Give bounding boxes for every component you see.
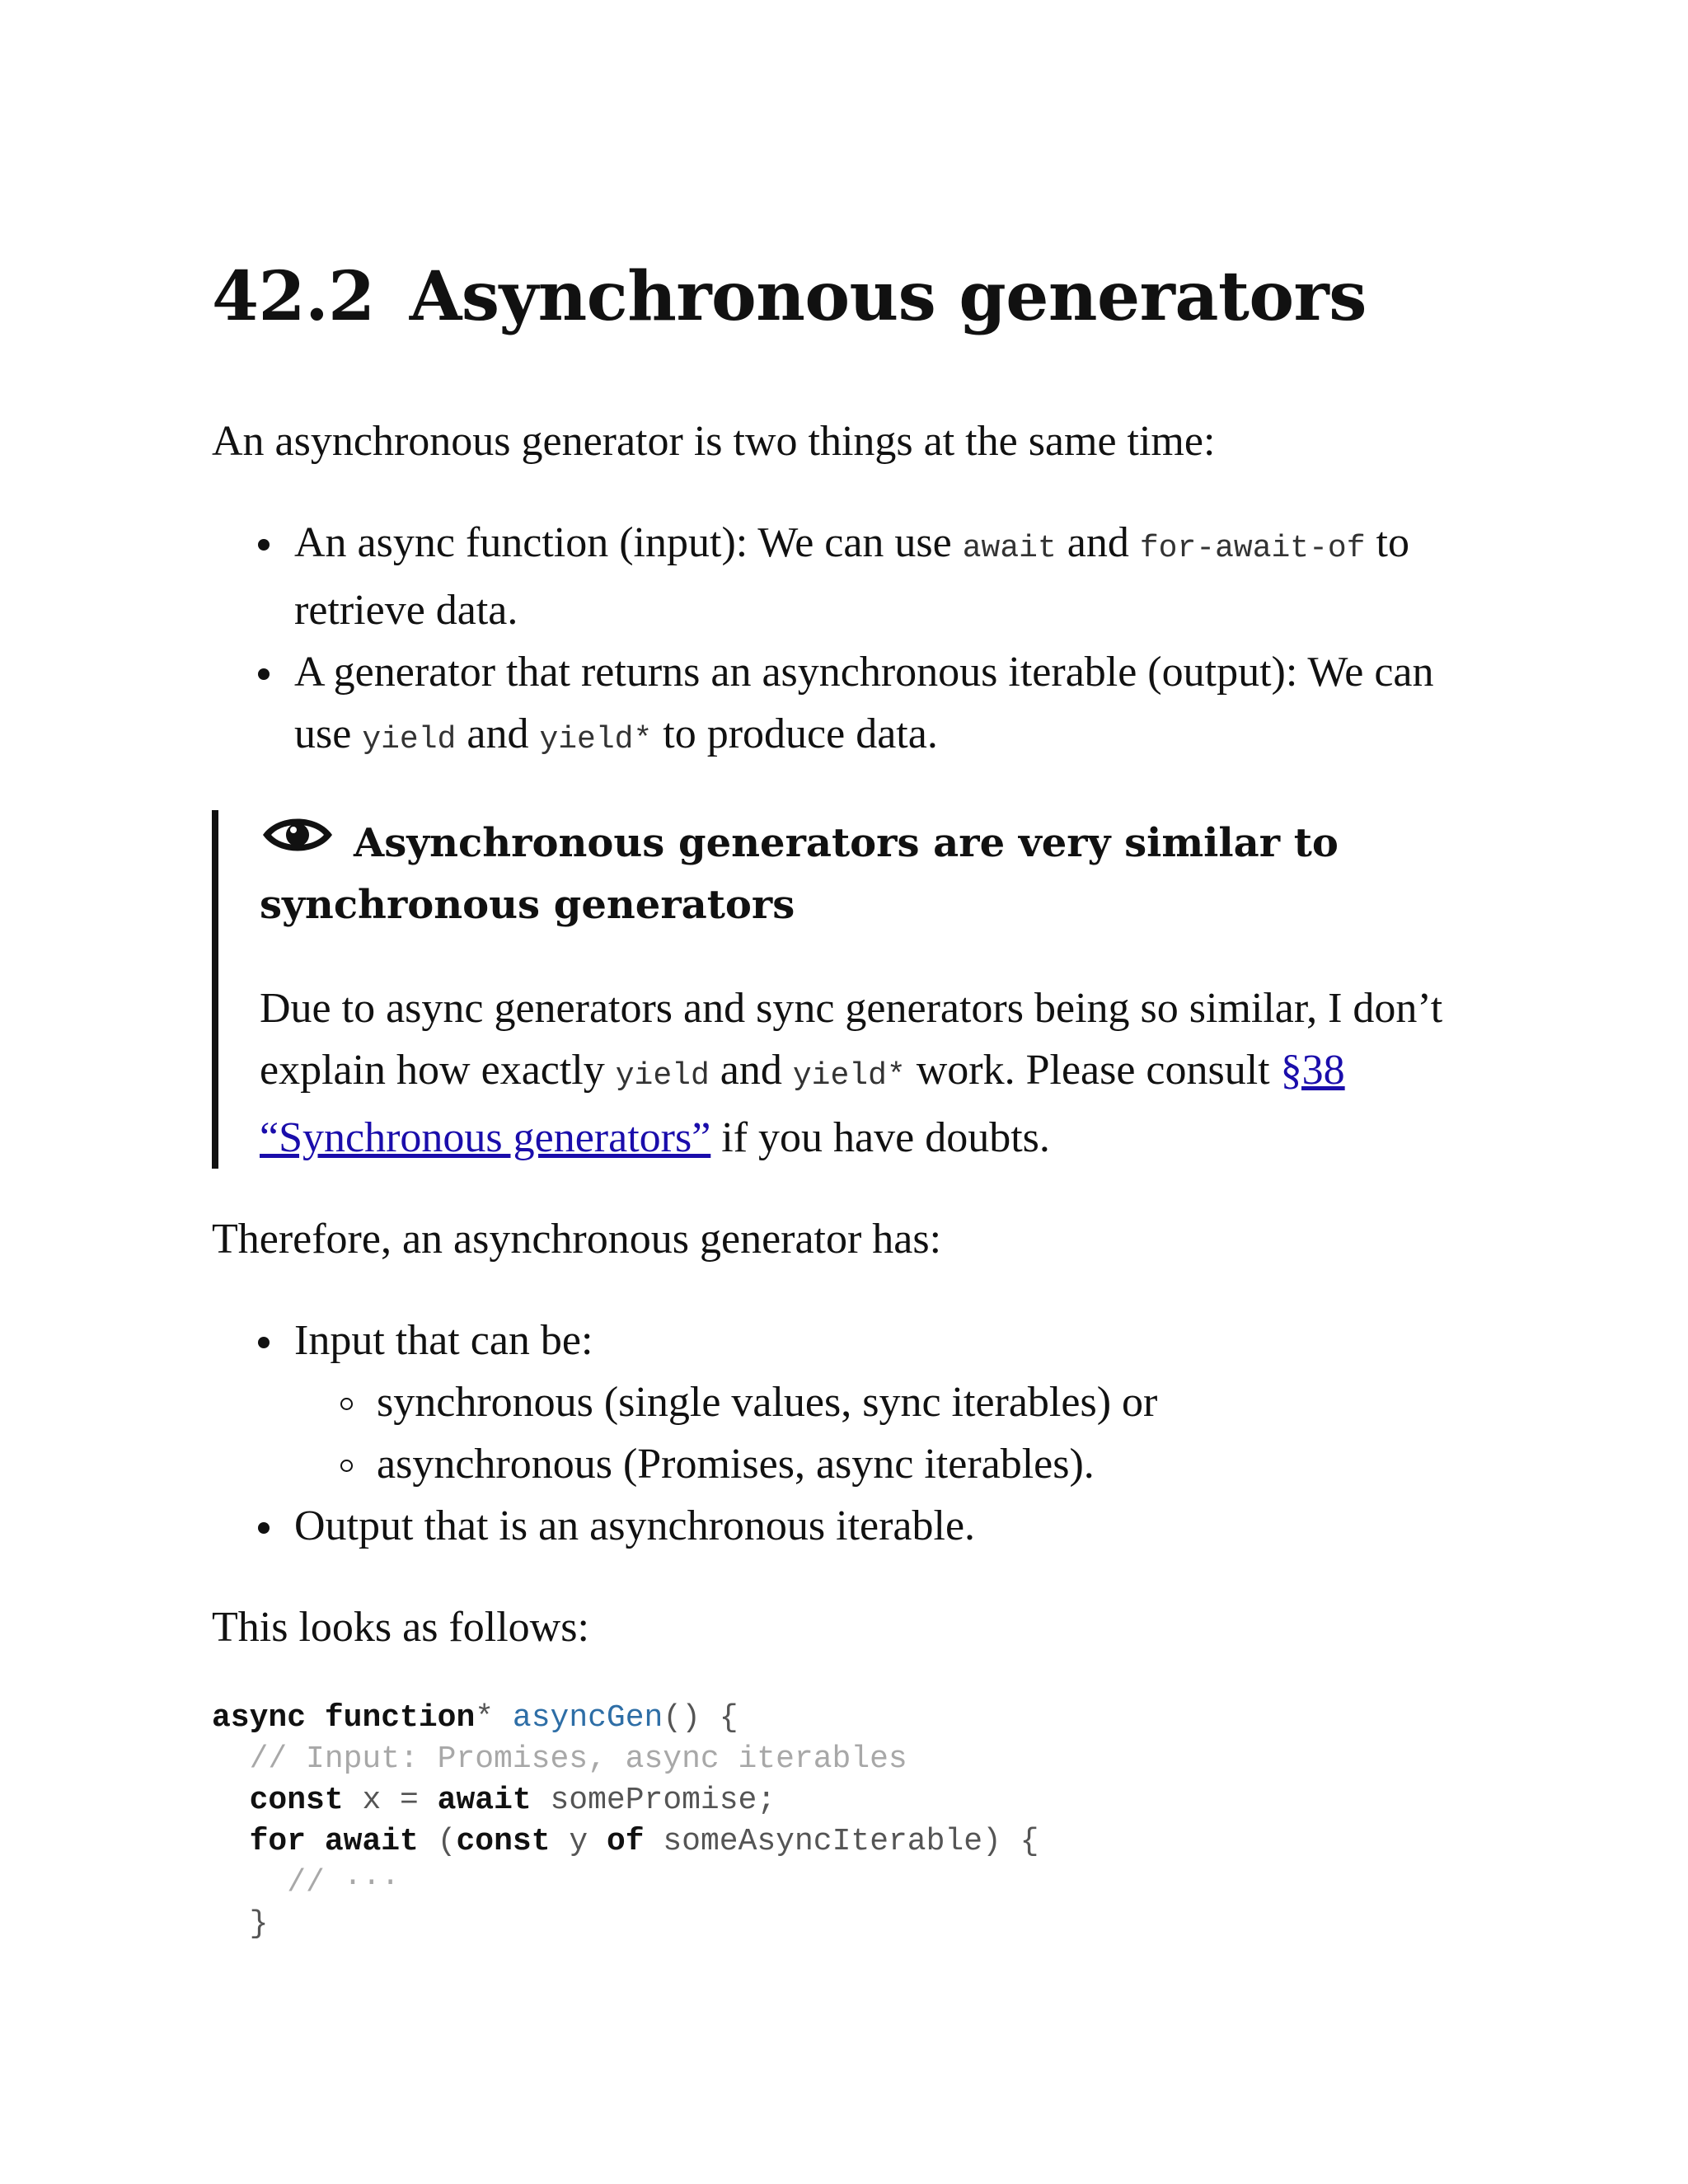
properties-list [294, 1310, 1498, 1557]
feature-list [294, 512, 1498, 771]
sub-list-item: synchronous (single values, sync iterables) or [377, 1371, 1498, 1433]
looks-paragraph: This looks as follows: [212, 1604, 589, 1651]
list-item: A generator that returns an asynchronous iterable (output): We can use yield and yield* to produce data. [294, 641, 1498, 771]
inline-code: yield [615, 1058, 710, 1094]
sub-list [377, 1371, 1498, 1495]
inline-code: yield [362, 722, 457, 757]
code-block: async function* asyncGen() { // Input: Promises, async iterables const x = await somePromise; for await (const y of someAsyncIterable) { // ··· } [212, 1700, 1039, 1942]
inline-code: yield* [539, 722, 653, 757]
intro-paragraph: An asynchronous generator is two things at the same time: [212, 418, 1216, 465]
sub-list-item: asynchronous (Promises, async iterables). [377, 1433, 1498, 1495]
inline-code: await [962, 531, 1057, 566]
callout-box [212, 810, 1479, 1169]
therefore-paragraph: Therefore, an asynchronous generator has: [212, 1216, 942, 1263]
cross-reference-link[interactable]: §38 “Synchronous generators” [260, 1047, 1345, 1161]
page-content [212, 247, 1498, 1945]
inline-code: for-await-of [1139, 531, 1366, 566]
section-number: 42.2 [212, 257, 375, 336]
section-title: Asynchronous generators [409, 257, 1367, 336]
inline-code: yield* [792, 1058, 906, 1094]
list-item: An async function (input): We can use await and for-await-of to retrieve data. [294, 512, 1498, 641]
eye-icon [260, 810, 335, 860]
list-item: Output that is an asynchronous iterable. [294, 1495, 1498, 1557]
list-item: Input that can be: synchronous (single values, sync iterables) or asynchronous (Promises, async iterables). [294, 1310, 1498, 1495]
callout-title: Asynchronous generators are very similar to synchronous generators [260, 810, 1479, 936]
section-heading [212, 247, 1498, 346]
callout-body: Due to async generators and sync generators being so similar, I don’t explain how exactly yield and yield* work. Please consult §38 “Synchronous generators” if you have doubts. [260, 985, 1443, 1161]
